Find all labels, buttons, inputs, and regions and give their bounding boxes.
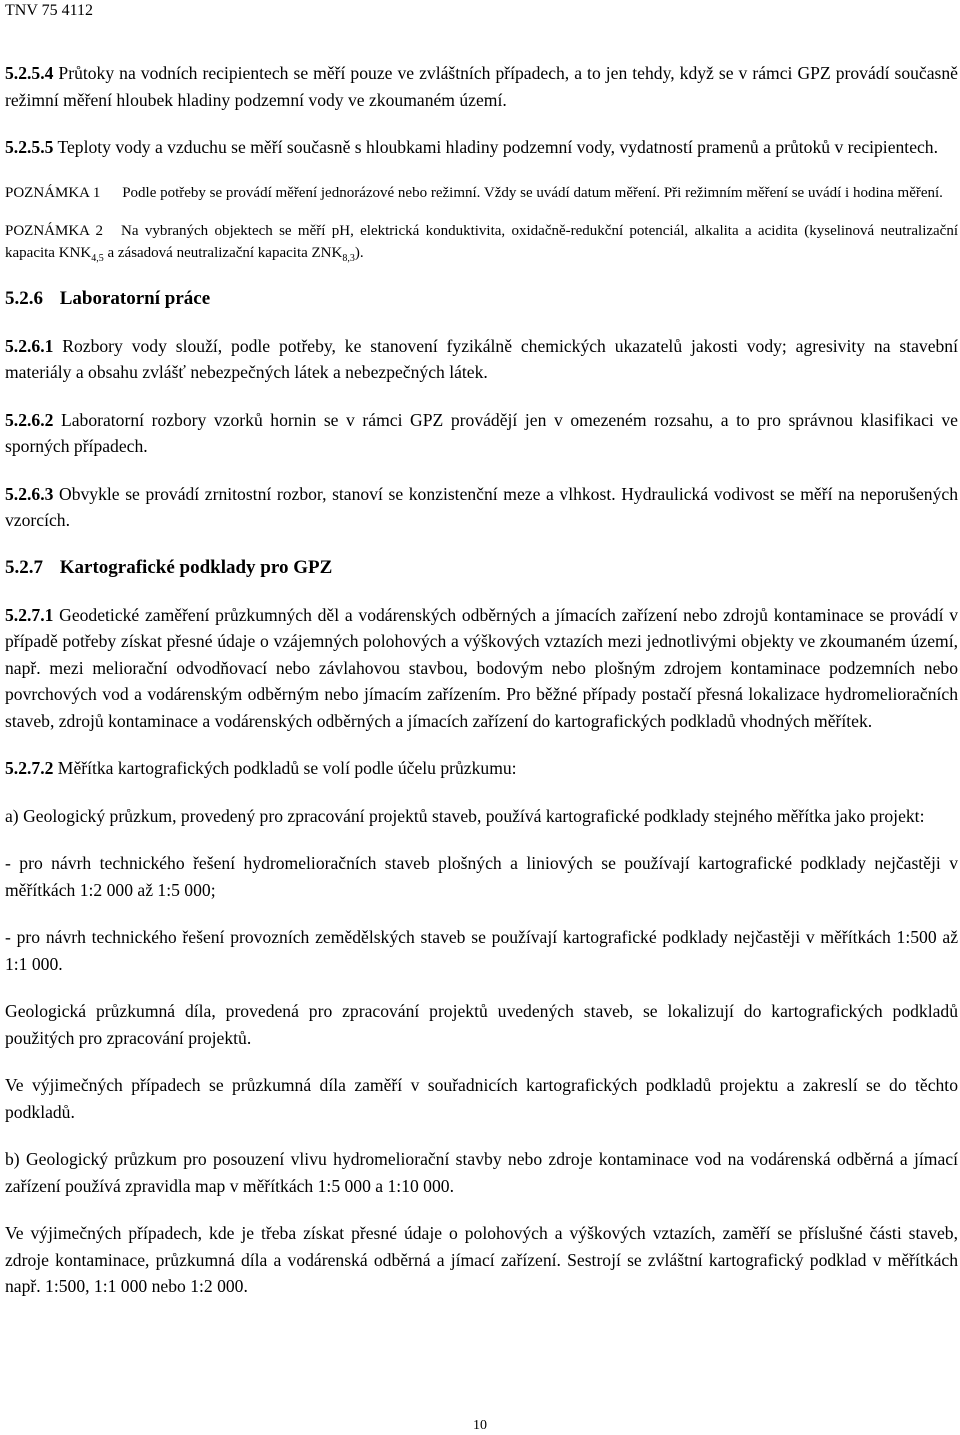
clause-text: Obvykle se provádí zrnitostní rozbor, stanoví se konzistenční meze a vlhkost. Hydraulická vodivost se měří na neporušených vzorcích. — [5, 483, 958, 530]
clause-number: 5.2.5.4 — [5, 63, 54, 83]
paragraph-dash-2: - pro návrh technického řešení provozních zemědělských staveb se používají kartografické podklady nejčastěji v měřítkách 1:500 až 1:1 000. — [5, 927, 958, 974]
heading-number: 5.2.7 — [5, 556, 43, 578]
clause-text: Teploty vody a vzduchu se měří současně s hloubkami hladiny podzemní vody, vydatností pramenů a průtoků v recipientech. — [57, 137, 939, 157]
document-code: TNV 75 4112 — [5, 2, 93, 19]
clause-text: Měřítka kartografických podkladů se volí podle účelu průzkumu: — [57, 758, 517, 778]
clause-text: Průtoky na vodních recipientech se měří pouze ve zvláštních případech, a to jen tehdy, když se v rámci GPZ provádí současně režimní měření hloubek hladiny podzemní vody ve zkoumaném území. — [5, 63, 958, 110]
clause-text: Geodetické zaměření průzkumných děl a vodárenských odběrných a jímacích zařízení nebo zdrojů kontaminace se provádí v případě potřeby získat přesné údaje o vzájemných polohových a výškových vztazích mezi jednotlivými objekty ve zkoumaném území, např. mezi meliorační odvodňovací nebo závlahovou stavbou, bodovým nebo plošným zdrojem kontaminace podzemních nebo povrchových vod a vodárenským odběrným nebo jímacím zařízením. Pro běžné případy postačí přesná lokalizace hydromelioračních staveb, zdrojů kontaminace a vodárenských odběrných a jímacích zařízení do kartografických podkladů vhodných měřítek. — [5, 604, 958, 731]
document-body — [5, 60, 958, 1321]
paragraph-dash-1: - pro návrh technického řešení hydromelioračních staveb plošných a liniových se používají kartografické podklady nejčastěji v měřítkách 1:2 000 až 1:5 000; — [5, 853, 958, 900]
note-text: Podle potřeby se provádí měření jednorázové nebo režimní. Vždy se uvádí datum měření. Při režimním měření se uvádí i hodina měření. — [122, 184, 943, 201]
clause-5-2-6-1 — [5, 333, 958, 386]
note-subscript-a: 4,5 — [91, 252, 104, 264]
paragraph-geologicka: Geologická průzkumná díla, provedená pro zpracování projektů uvedených staveb, se lokalizují do kartografických podkladů použitých pro zpracování projektů. — [5, 1001, 958, 1048]
clause-5-2-5-5 — [5, 134, 958, 161]
clause-number: 5.2.5.5 — [5, 137, 54, 157]
heading-title: Laboratorní práce — [59, 287, 211, 309]
paragraph-a: a) Geologický průzkum, provedený pro zpracování projektů staveb, používá kartografické podklady stejného měřítka jako projekt: — [5, 805, 925, 826]
heading-5-2-6 — [5, 286, 958, 312]
clause-5-2-6-3 — [5, 481, 958, 534]
note-text-c: ). — [354, 244, 364, 261]
heading-title: Kartografické podklady pro GPZ — [59, 556, 333, 578]
note-subscript-b: 8,3 — [342, 252, 355, 264]
clause-number: 5.2.6.1 — [5, 335, 54, 356]
heading-5-2-7 — [5, 555, 958, 581]
note-1 — [5, 182, 958, 204]
clause-5-2-7-2 — [5, 755, 958, 782]
clause-number: 5.2.6.3 — [5, 483, 54, 504]
clause-number: 5.2.7.2 — [5, 758, 54, 778]
clause-number: 5.2.7.1 — [5, 604, 54, 625]
clause-text: Laboratorní rozbory vzorků hornin se v rámci GPZ provádějí jen v omezeném rozsahu, a to pro správnou klasifikaci ve sporných případech. — [5, 409, 958, 456]
clause-text: Rozbory vody slouží, podle potřeby, ke stanovení fyzikálně chemických ukazatelů jakosti vody; agresivity na stavební materiály a obsahu zvlášť nebezpečných látek a nebezpečných látek. — [5, 335, 958, 382]
paragraph-vyjimecne-1: Ve výjimečných případech se průzkumná díla zaměří v souřadnicích kartografických podkladů projektu a zakreslí se do těchto podkladů. — [5, 1075, 958, 1122]
clause-number: 5.2.6.2 — [5, 409, 54, 430]
heading-number: 5.2.6 — [5, 287, 43, 309]
clause-5-2-5-4 — [5, 60, 958, 113]
note-text-b: a zásadová neutralizační kapacita ZNK — [103, 244, 343, 261]
note-2 — [5, 220, 958, 270]
page-number: 10 — [473, 1418, 487, 1433]
note-label: POZNÁMKA 1 — [5, 184, 101, 201]
clause-5-2-6-2 — [5, 407, 958, 460]
paragraph-vyjimecne-2: Ve výjimečných případech, kde je třeba získat přesné údaje o polohových a výškových vztazích, zaměří se příslušné části staveb, zdroje kontaminace, průzkumná díla a vodárenská odběrná a jímací zařízení. Sestrojí se zvláštní kartografický podklad v měřítkách např. 1:500, 1:1 000 nebo 1:2 000. — [5, 1223, 958, 1296]
note-label: POZNÁMKA 2 — [5, 222, 104, 239]
clause-5-2-7-1 — [5, 602, 958, 735]
note-text-a: Na vybraných objektech se měří pH, elektrická konduktivita, oxidačně-redukční potenciál, alkalita a acidita (kyselinová neutralizační kapacita KNK — [5, 222, 958, 261]
paragraph-b: b) Geologický průzkum pro posouzení vlivu hydromeliorační stavby nebo zdroje kontaminace vod na vodárenská odběrná a jímací zařízení používá zpravidla map v měřítkách 1:5 000 a 1:10 000. — [5, 1149, 958, 1196]
